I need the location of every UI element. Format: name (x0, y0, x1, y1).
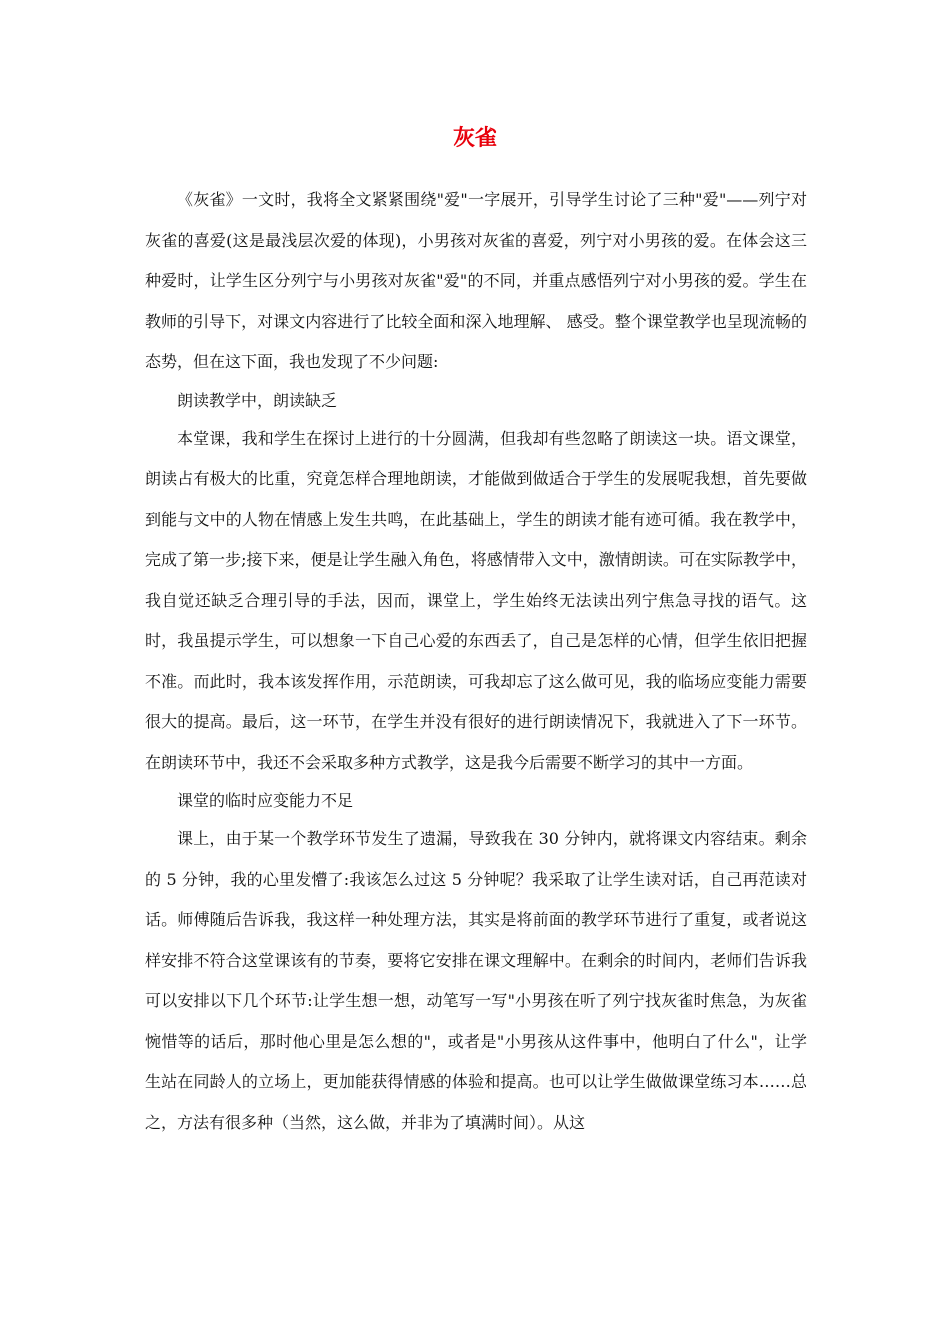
section-heading: 课堂的临时应变能力不足 (177, 791, 354, 810)
section-heading: 朗读教学中，朗读缺乏 (177, 390, 338, 410)
body-paragraph: 课上，由于某一个教学环节发生了遗漏，导致我在 30 分钟内，就将课文内容结束。剩余的 5 分钟，我的心里发懵了:我该怎么过这 5 分钟呢？我采取了让学生读对话，自己再范读对话。师傅随后告诉我，我这样一种处理方法，其实是将前面的教学环节进行了重复，或者说这样安排不符合这堂课该有的节奏，要将它安排在课文理解中。在剩余的时间内，老师们告诉我可以安排以下几个环节:让学生想一想，动笔写一写"小男孩在听了列宁找灰雀时焦急，为灰雀惋惜等的话后，那时他心里是怎么想的"，或者是"小男孩从这件事中，他明白了什么"，让学生站在同龄人的立场上，更加能获得情感的体验和提高。也可以让学生做做课堂练习本……总之，方法有很多种（当然，这么做，并非为了填满时间）。从这 (145, 829, 807, 1132)
document-title: 灰雀 (452, 126, 497, 151)
body-paragraph: 《灰雀》一文时，我将全文紧紧围绕"爱"一字展开，引导学生讨论了三种"爱"——列宁对灰雀的喜爱(这是最浅层次爱的体现)，小男孩对灰雀的喜爱，列宁对小男孩的爱。在体会这三种爱时，让学生区分列宁与小男孩对灰雀"爱"的不同，并重点感悟列宁对小男孩的爱。学生在教师的引导下，对课文内容进行了比较全面和深入地理解、 感受。整个课堂教学也呈现流畅的态势，但在这下面，我也发现了不少问题: (145, 190, 807, 371)
document-body (145, 180, 807, 1143)
body-paragraph: 本堂课，我和学生在探讨上进行的十分圆满，但我却有些忽略了朗读这一块。语文课堂，朗读占有极大的比重，究竟怎样合理地朗读，才能做到做适合于学生的发展呢我想，首先要做到能与文中的人物在情感上发生共鸣，在此基础上，学生的朗读才能有迹可循。我在教学中，完成了第一步;接下来，便是让学生融入角色，将感情带入文中，激情朗读。可在实际教学中，我自觉还缺乏合理引导的手法，因而，课堂上，学生始终无法读出列宁焦急寻找的语气。这时，我虽提示学生，可以想象一下自己心爱的东西丢了，自己是怎样的心情，但学生依旧把握不准。而此时，我本该发挥作用，示范朗读，可我却忘了这么做可见，我的临场应变能力需要很大的提高。最后，这一环节，在学生并没有很好的进行朗读情况下，我就进入了下一环节。在朗读环节中，我还不会采取多种方式教学，这是我今后需要不断学习的其中一方面。 (145, 428, 807, 772)
